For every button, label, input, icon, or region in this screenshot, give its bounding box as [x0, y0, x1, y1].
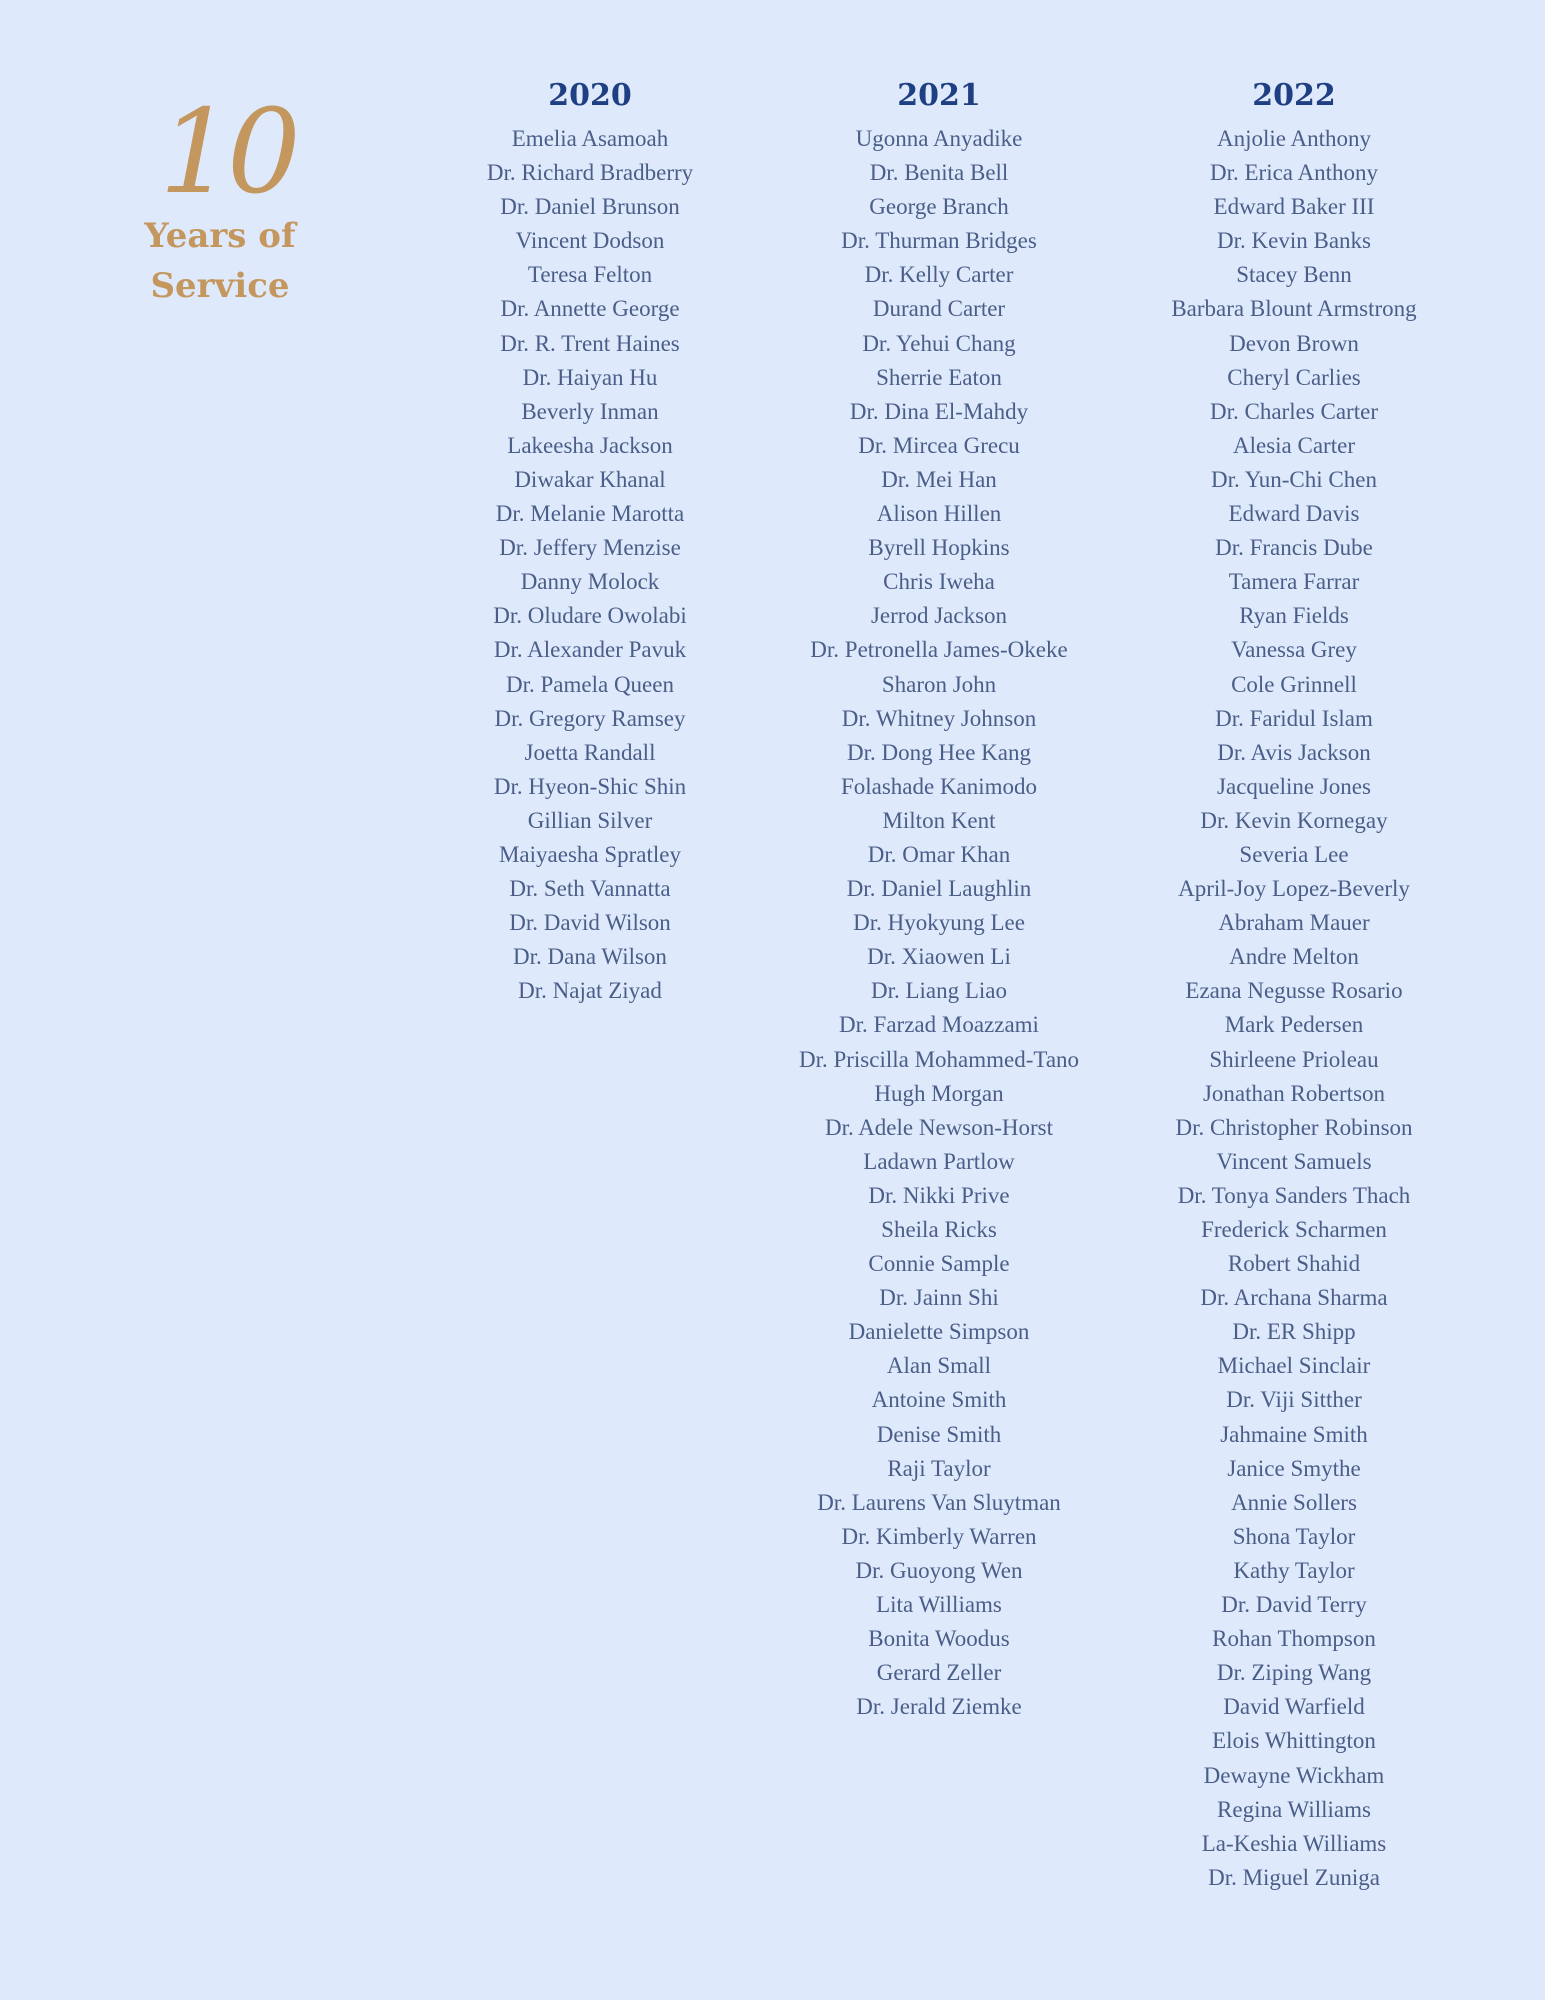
honoree-name: Dr. Jeffery Menzise — [499, 535, 681, 561]
honoree-name: Dr. Gregory Ramsey — [494, 705, 686, 731]
honoree-name: Devon Brown — [1229, 330, 1359, 356]
honoree-name: Robert Shahid — [1227, 1251, 1361, 1277]
honoree-name: Dr. Daniel Laughlin — [846, 876, 1032, 902]
honoree-name: Dr. Archana Sharma — [1200, 1285, 1388, 1311]
honoree-name: David Warfield — [1223, 1694, 1365, 1720]
honoree-name: Dr. Francis Dube — [1215, 535, 1373, 561]
honoree-name: Andre Melton — [1229, 944, 1359, 970]
honoree-name: Jonathan Robertson — [1202, 1080, 1386, 1106]
honoree-name: Dr. Farzad Moazzami — [839, 1012, 1039, 1038]
honoree-name: Dr. Daniel Brunson — [500, 194, 680, 220]
honoree-name: Teresa Felton — [527, 262, 653, 288]
honoree-name: Dr. Whitney Johnson — [841, 705, 1037, 731]
honoree-name: Lita Williams — [876, 1592, 1002, 1618]
honoree-name: Denise Smith — [876, 1421, 1002, 1447]
honoree-name: Dr. Tonya Sanders Thach — [1177, 1182, 1411, 1208]
honoree-name: Chris Iweha — [883, 569, 995, 595]
honoree-name: Dr. Jainn Shi — [879, 1285, 999, 1311]
name-list — [769, 122, 1109, 1724]
year-heading: 2021 — [897, 78, 981, 113]
honoree-name: Barbara Blount Armstrong — [1171, 296, 1417, 322]
honoree-name: Alan Small — [886, 1353, 992, 1379]
honoree-name: Dr. Thurman Bridges — [841, 228, 1037, 254]
honoree-name: Dr. Hyeon-Shic Shin — [493, 773, 687, 799]
honoree-name: Edward Baker III — [1213, 194, 1375, 220]
honoree-name: Danny Molock — [520, 569, 660, 595]
honoree-name: Frederick Scharmen — [1201, 1217, 1387, 1242]
honoree-name: Sharon John — [881, 671, 997, 697]
honoree-name: Dr. Mircea Grecu — [858, 432, 1020, 458]
honoree-name: Dr. Faridul Islam — [1215, 705, 1373, 731]
years-of-service-badge — [130, 85, 310, 311]
honoree-name: Dewayne Wickham — [1203, 1762, 1385, 1788]
honoree-name: Ladawn Partlow — [863, 1148, 1015, 1174]
year-column-2020 — [420, 74, 760, 1008]
name-list — [420, 122, 760, 1008]
honoree-name: Janice Smythe — [1227, 1455, 1361, 1481]
year-heading: 2022 — [1252, 78, 1336, 113]
honoree-name: Bonita Woodus — [868, 1626, 1010, 1652]
honoree-name: Dr. Adele Newson-Horst — [824, 1114, 1054, 1140]
honoree-name: Dr. Dina El-Mahdy — [849, 398, 1029, 424]
honoree-name: Edward Davis — [1228, 501, 1360, 527]
honoree-name: Dr. Petronella James-Okeke — [810, 637, 1068, 663]
honoree-name: Dr. Melanie Marotta — [495, 501, 685, 527]
honoree-name: Tamera Farrar — [1228, 569, 1360, 595]
honoree-name: Abraham Mauer — [1218, 910, 1370, 936]
honoree-name: Vincent Samuels — [1216, 1148, 1372, 1174]
honoree-name: Milton Kent — [882, 807, 996, 833]
honoree-name: Danielette Simpson — [848, 1319, 1030, 1345]
honoree-name: Dr. Kevin Kornegay — [1200, 807, 1388, 833]
honoree-name: Dr. Benita Bell — [869, 160, 1009, 186]
honoree-name: Dr. Charles Carter — [1210, 398, 1378, 424]
honoree-name: Dr. Kelly Carter — [864, 262, 1014, 288]
honoree-name: Dr. Yehui Chang — [862, 330, 1016, 356]
honoree-name: Dr. Mei Han — [881, 466, 997, 492]
honoree-name: April-Joy Lopez-Beverly — [1178, 876, 1410, 902]
honoree-name: Dr. Nikki Prive — [868, 1182, 1010, 1208]
honoree-name: Antoine Smith — [871, 1387, 1007, 1413]
honoree-name: Dr. Guoyong Wen — [855, 1557, 1023, 1583]
honoree-name: Dr. Christopher Robinson — [1175, 1114, 1413, 1140]
badge-title-line-1: Years of — [144, 216, 296, 256]
honoree-name: Michael Sinclair — [1217, 1353, 1371, 1379]
honoree-name: Shirleene Prioleau — [1209, 1046, 1379, 1072]
honoree-name: Lakeesha Jackson — [507, 432, 673, 458]
honoree-name: Cheryl Carlies — [1227, 364, 1361, 390]
honoree-name: Dr. Kimberly Warren — [841, 1523, 1037, 1549]
honoree-name: Dr. Alexander Pavuk — [493, 637, 687, 663]
honoree-name: Anjolie Anthony — [1217, 126, 1371, 151]
honoree-name: Dr. Priscilla Mohammed-Tano — [798, 1046, 1080, 1072]
honoree-name: Dr. Dong Hee Kang — [847, 739, 1031, 765]
year-column-2022 — [1124, 74, 1464, 1895]
honoree-name: Connie Sample — [868, 1251, 1010, 1277]
honoree-name: Dr. Oludare Owolabi — [493, 603, 687, 629]
honoree-name: Dr. Yun-Chi Chen — [1211, 466, 1377, 492]
honoree-name: Elois Whittington — [1212, 1728, 1376, 1754]
honoree-name: Annie Sollers — [1231, 1489, 1357, 1515]
honoree-name: Durand Carter — [872, 296, 1006, 322]
honoree-name: Rohan Thompson — [1212, 1626, 1376, 1652]
year-heading: 2020 — [548, 78, 632, 113]
honoree-name: Shona Taylor — [1232, 1523, 1356, 1549]
honoree-name: Gillian Silver — [527, 807, 653, 833]
honoree-name: Maiyaesha Spratley — [498, 841, 682, 867]
honoree-name: Stacey Benn — [1236, 262, 1352, 288]
honoree-name: Dr. David Terry — [1221, 1592, 1367, 1618]
honoree-name: Dr. Seth Vannatta — [509, 876, 671, 902]
honoree-name: Gerard Zeller — [876, 1660, 1002, 1686]
badge-title-line-2: Service — [150, 266, 290, 306]
honoree-name: Dr. Haiyan Hu — [522, 364, 658, 390]
honoree-name: Dr. Najat Ziyad — [518, 978, 662, 1004]
honoree-name: Dr. Miguel Zuniga — [1208, 1864, 1380, 1890]
honoree-name: Beverly Inman — [521, 398, 659, 424]
honoree-name: Dr. Viji Sitther — [1226, 1387, 1362, 1413]
honoree-name: Dr. ER Shipp — [1232, 1319, 1356, 1345]
honoree-name: Alesia Carter — [1233, 432, 1355, 458]
honoree-name: Dr. Dana Wilson — [513, 944, 667, 970]
honoree-name: Hugh Morgan — [874, 1080, 1004, 1106]
honoree-name: Dr. Avis Jackson — [1217, 739, 1371, 765]
honoree-name: Mark Pedersen — [1224, 1012, 1364, 1038]
honoree-name: Regina Williams — [1217, 1796, 1371, 1822]
honoree-name: Diwakar Khanal — [514, 466, 666, 492]
honoree-name: Raji Taylor — [887, 1455, 991, 1481]
honoree-name: Dr. Pamela Queen — [506, 671, 674, 697]
honoree-name: Dr. Erica Anthony — [1210, 160, 1378, 186]
honoree-name: Vanessa Grey — [1231, 637, 1357, 663]
honoree-name: Sherrie Eaton — [876, 364, 1002, 390]
honoree-name: Dr. Kevin Banks — [1217, 228, 1371, 254]
honoree-name: Ezana Negusse Rosario — [1185, 978, 1403, 1004]
honoree-name: Dr. Omar Khan — [867, 841, 1011, 867]
honoree-name: Jahmaine Smith — [1220, 1421, 1368, 1447]
honoree-name: Severia Lee — [1239, 841, 1349, 867]
honoree-name: Alison Hillen — [876, 501, 1002, 527]
year-column-2021 — [769, 74, 1109, 1724]
service-years-number: 10 — [159, 85, 295, 220]
honoree-name: Byrell Hopkins — [868, 535, 1010, 561]
honoree-name: Jacqueline Jones — [1217, 773, 1371, 799]
honoree-name: Sheila Ricks — [881, 1217, 997, 1242]
honoree-name: Cole Grinnell — [1231, 671, 1357, 697]
honoree-name: Dr. Laurens Van Sluytman — [817, 1489, 1061, 1515]
honoree-name: Dr. Hyokyung Lee — [853, 910, 1025, 936]
honoree-name: Emelia Asamoah — [511, 126, 669, 151]
honoree-name: Dr. Xiaowen Li — [867, 944, 1011, 970]
honoree-name: Dr. Richard Bradberry — [486, 160, 694, 186]
honoree-name: Jerrod Jackson — [870, 603, 1008, 629]
honoree-name: Folashade Kanimodo — [840, 773, 1038, 799]
honoree-name: Vincent Dodson — [515, 228, 665, 254]
honoree-name: Kathy Taylor — [1233, 1557, 1355, 1583]
honoree-name: Dr. R. Trent Haines — [500, 330, 680, 356]
honoree-name: Ugonna Anyadike — [855, 126, 1023, 151]
honoree-name: La-Keshia Williams — [1201, 1830, 1387, 1856]
honoree-name: Joetta Randall — [524, 739, 656, 765]
honoree-name: Ryan Fields — [1239, 603, 1349, 629]
honoree-name: Dr. David Wilson — [509, 910, 671, 936]
name-list — [1124, 122, 1464, 1895]
honoree-name: Dr. Ziping Wang — [1216, 1660, 1372, 1686]
honoree-name: George Branch — [869, 194, 1009, 220]
honoree-name: Dr. Liang Liao — [870, 978, 1008, 1004]
honoree-name: Dr. Jerald Ziemke — [856, 1694, 1022, 1720]
honoree-name: Dr. Annette George — [500, 296, 680, 322]
